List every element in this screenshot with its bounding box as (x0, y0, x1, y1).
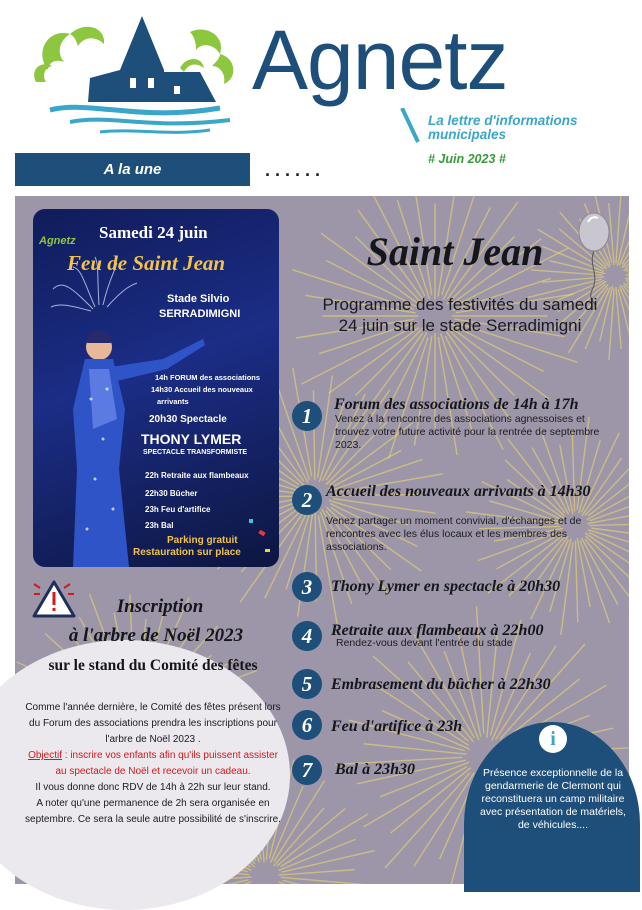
item-number: 7 (292, 755, 322, 785)
poster-date: Samedi 24 juin (99, 223, 208, 242)
brand-name: Agnetz (252, 13, 508, 107)
item-number: 6 (292, 710, 322, 740)
inscription-paragraph: Il vous donne donc RDV de 14h à 22h sur leur stand. (35, 782, 271, 793)
poster-venue2: SERRADIMIGNI (159, 308, 241, 320)
item-title: Embrasement du bûcher à 22h30 (331, 676, 551, 693)
firework-ray (364, 744, 467, 754)
item-title: Forum des associations de 14h à 17h (334, 396, 579, 413)
item-title: Thony Lymer en spectacle à 20h30 (331, 578, 561, 595)
poster-venue1: Stade Silvio (167, 293, 230, 305)
inscription-paragraph: Comme l'année dernière, le Comité des fêtes présent lors du Forum des associations prendra les inscriptions pour l'arbre de Noël 2023 . (25, 702, 281, 745)
item-number: 3 (292, 572, 322, 602)
item-desc: Venez partager un moment convivial, d'échanges et de rencontres avec les élus locaux et les membres des associations. (326, 515, 582, 553)
poster-line: 22h Retraite aux flambeaux (145, 471, 249, 480)
tagline: La lettre d'informations municipales (428, 113, 578, 142)
gendarmerie-text: Présence exceptionnelle de la gendarmerie de Clermont qui reconstituera un camp militaire avec présentation de matériels, de véhicules.... (480, 767, 626, 831)
poster-line: 14h30 Accueil des nouveaux (151, 385, 253, 394)
tagline-slash (400, 108, 420, 144)
inscription-paragraph: A noter qu'une permanence de 2h sera organisée en septembre. Ce sera la seule autre possibilité de s'inscrire. (25, 798, 281, 825)
item-number: 5 (292, 669, 322, 699)
item-title: Retraite aux flambeaux à 22h00 (331, 622, 544, 639)
inscription-body (24, 700, 282, 828)
firework-ray (375, 685, 469, 745)
separator-dots: ...... (265, 160, 326, 180)
poster-line: SPECTACLE TRANSFORMISTE (143, 449, 248, 456)
inscription-objectif (24, 748, 282, 780)
poster-line: 22h30 Bûcher (145, 489, 198, 498)
item-number: 2 (292, 485, 322, 515)
inscription-location: sur le stand du Comité des fêtes (48, 657, 258, 674)
inscription-title: Inscription (116, 596, 204, 617)
program-subtitle: Programme des festivités du samedi 24 juin sur le stade Serradimigni (322, 295, 598, 335)
poster-line: Restauration sur place (133, 547, 241, 558)
poster-line: 20h30 Spectacle (149, 414, 227, 425)
firework-ray (329, 328, 419, 394)
objectif-label: Objectif (28, 750, 62, 761)
item-desc: Venez à la rencontre des associations agnessoises et trouvez votre future activité pour la rentrée de septembre 2023. (335, 413, 600, 451)
event-poster (33, 209, 279, 567)
balloon-icon (574, 210, 614, 306)
poster-line: 14h FORUM des associations (155, 373, 261, 382)
objectif-text: : inscrire vos enfants afin qu'ils puissent assister au spectacle de Noël et recevoir un cadeau. (55, 750, 278, 777)
inscription-subtitle: à l'arbre de Noël 2023 (68, 625, 244, 646)
poster-line: 23h Feu d'artifice (145, 505, 211, 514)
poster-line: 23h Bal (145, 521, 174, 530)
firework-ray (281, 851, 374, 873)
poster-line: THONY LYMER (141, 431, 242, 447)
issue-date: # Juin 2023 # (428, 152, 506, 166)
poster-logo: Agnetz (39, 235, 76, 247)
item-number: 1 (292, 401, 322, 431)
agnetz-logo (30, 12, 245, 142)
item-desc: Rendez-vous devant l'entrée du stade (336, 637, 513, 649)
firework-ray (452, 328, 549, 398)
item-title: Bal à 23h30 (335, 761, 416, 778)
poster-line: arrivants (157, 397, 189, 406)
item-title: Accueil des nouveaux arrivants à 14h30 (326, 483, 591, 500)
item-title: Feu d'artifice à 23h (331, 718, 463, 735)
section-banner: A la une (15, 153, 250, 186)
poster-title: Feu de Saint Jean (67, 251, 226, 275)
item-number: 4 (292, 621, 322, 651)
saint-jean-title: Saint Jean (366, 229, 544, 274)
info-icon: i (539, 725, 567, 753)
poster-line: Parking gratuit (167, 535, 238, 546)
